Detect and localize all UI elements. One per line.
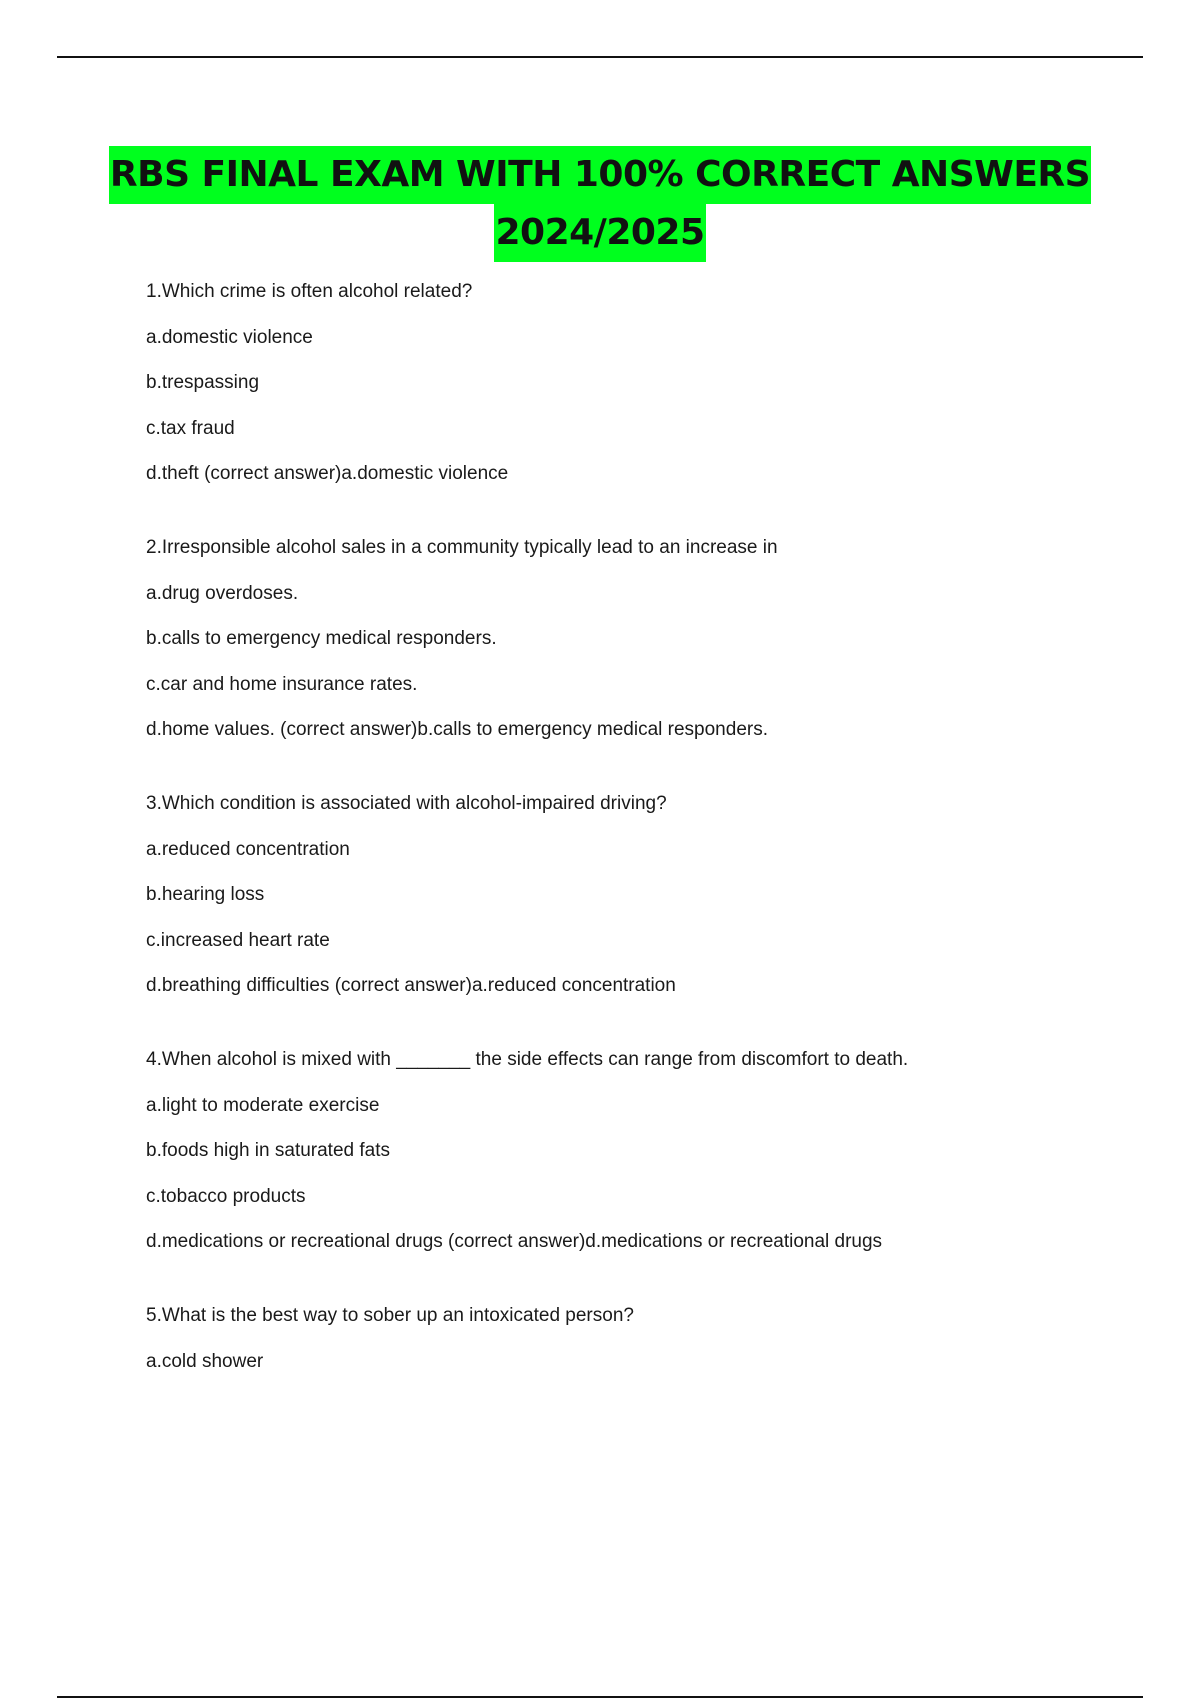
question-4 [146,1046,1106,1256]
question-prompt: 1.Which crime is often alcohol related? [146,281,473,302]
question-prompt: 4.When alcohol is mixed with _______ the side effects can range from discomfort to death. [146,1049,909,1070]
question-5 [146,1302,1106,1393]
answer-option: a.drug overdoses. [146,582,299,604]
answer-option: a.light to moderate exercise [146,1094,380,1116]
question-3 [146,790,1106,1000]
top-divider [57,56,1143,58]
correct-answer-line: d.breathing difficulties (correct answer)a.reduced concentration [146,975,676,996]
title-line-1: RBS FINAL EXAM WITH 100% CORRECT ANSWERS [109,146,1091,204]
answer-option: b.foods high in saturated fats [146,1140,390,1161]
answer-option: b.trespassing [146,372,260,393]
answer-option: c.tobacco products [146,1185,306,1207]
answer-option: a.cold shower [146,1350,264,1372]
correct-answer-line: d.home values. (correct answer)b.calls to emergency medical responders. [146,719,768,740]
answer-option: c.increased heart rate [146,929,330,951]
answer-option: c.tax fraud [146,417,235,439]
document-title [0,146,1200,262]
title-line-2: 2024/2025 [494,204,705,262]
question-list [146,278,1106,1439]
question-prompt: 5.What is the best way to sober up an intoxicated person? [146,1305,634,1326]
answer-option: a.reduced concentration [146,838,350,860]
answer-option: b.hearing loss [146,884,265,905]
answer-option: b.calls to emergency medical responders. [146,628,497,649]
question-1 [146,278,1106,488]
answer-option: c.car and home insurance rates. [146,673,418,695]
question-prompt: 3.Which condition is associated with alcohol-impaired driving? [146,793,667,814]
correct-answer-line: d.theft (correct answer)a.domestic violence [146,463,509,484]
question-2 [146,534,1106,744]
bottom-divider [57,1696,1143,1698]
question-prompt: 2.Irresponsible alcohol sales in a community typically lead to an increase in [146,537,778,558]
correct-answer-line: d.medications or recreational drugs (correct answer)d.medications or recreational drugs [146,1231,883,1252]
answer-option: a.domestic violence [146,326,313,348]
